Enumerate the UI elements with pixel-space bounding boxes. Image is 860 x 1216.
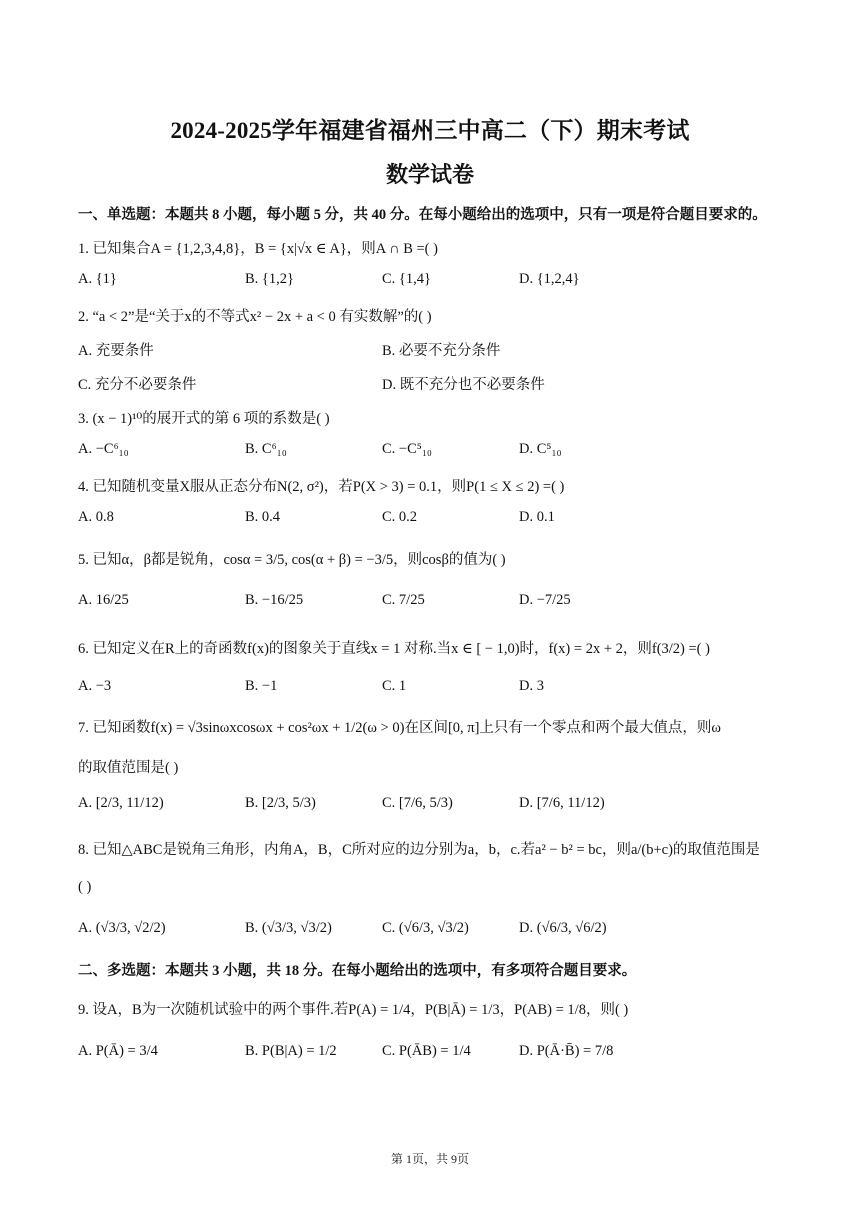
section-heading-multiple-choice: 二、多选题：本题共 3 小题，共 18 分。在每小题给出的选项中，有多项符合题目要求。 [78, 963, 637, 979]
option-d: D. C⁵₁₀ [519, 441, 562, 457]
question-7-stem-continued: 的取值范围是( ) [78, 760, 179, 776]
option-d: D. 3 [519, 678, 544, 694]
question-8-options [78, 920, 798, 942]
question-4-stem: 4. 已知随机变量X服从正态分布N(2, σ²)，若P(X > 3) = 0.1，则P(1 ≤ X ≤ 2) =( ) [78, 479, 565, 495]
option-c: C. 充分不必要条件 [78, 377, 197, 393]
question-3-options [78, 441, 798, 463]
question-9-stem: 9. 设A，B为一次随机试验中的两个事件.若P(A) = 1/4，P(B|Ā) = 1/3，P(AB) = 1/8，则( ) [78, 1002, 629, 1018]
option-a: A. 0.8 [78, 509, 114, 525]
option-d: D. [7/6, 11/12) [519, 795, 605, 811]
option-b: B. C⁶₁₀ [245, 441, 287, 457]
question-9-options [78, 1043, 798, 1065]
option-d: D. (√6/3, √6/2) [519, 920, 607, 936]
question-8-stem-continued: ( ) [78, 879, 92, 895]
option-a: A. (√3/3, √2/2) [78, 920, 166, 936]
option-a: A. P(Ā) = 3/4 [78, 1043, 158, 1059]
option-b: B. [2/3, 5/3) [245, 795, 316, 811]
question-7-stem: 7. 已知函数f(x) = √3sinωxcosωx + cos²ωx + 1/2(ω > 0)在区间[0, π]上只有一个零点和两个最大值点，则ω [78, 720, 721, 736]
question-6-options [78, 678, 798, 700]
option-c: C. [7/6, 5/3) [382, 795, 453, 811]
question-2-stem: 2. “a < 2”是“关于x的不等式x² − 2x + a < 0 有实数解”的( ) [78, 309, 432, 325]
option-c: C. 0.2 [382, 509, 418, 525]
option-c: C. P(ĀB) = 1/4 [382, 1043, 471, 1059]
option-a: A. [2/3, 11/12) [78, 795, 164, 811]
option-d: D. 0.1 [519, 509, 555, 525]
option-b: B. {1,2} [245, 271, 294, 287]
option-d: D. P(Ā·B̄) = 7/8 [519, 1043, 614, 1059]
question-3-stem: 3. (x − 1)¹⁰的展开式的第 6 项的系数是( ) [78, 411, 330, 427]
option-b: B. −16/25 [245, 592, 304, 608]
option-b: B. 必要不充分条件 [382, 343, 501, 359]
option-c: C. {1,4} [382, 271, 431, 287]
question-8-stem: 8. 已知△ABC是锐角三角形，内角A，B，C所对应的边分别为a，b，c.若a² − b² = bc，则a/(b+c)的取值范围是 [78, 842, 760, 858]
option-a: A. −3 [78, 678, 112, 694]
option-c: C. 1 [382, 678, 407, 694]
option-b: B. 0.4 [245, 509, 281, 525]
question-2-options-row-2 [78, 373, 798, 395]
option-b: B. −1 [245, 678, 278, 694]
option-c: C. 7/25 [382, 592, 425, 608]
option-d: D. 既不充分也不必要条件 [382, 377, 545, 393]
page-title: 2024-2025学年福建省福州三中高二（下）期末考试 [170, 118, 690, 143]
section-heading-single-choice: 一、单选题：本题共 8 小题，每小题 5 分，共 40 分。在每小题给出的选项中，只有一项是符合题目要求的。 [78, 207, 767, 223]
option-b: B. P(B|A) = 1/2 [245, 1043, 337, 1059]
question-5-stem: 5. 已知α，β都是锐角，cosα = 3/5, cos(α + β) = −3/5，则cosβ的值为( ) [78, 552, 506, 568]
question-1-options [78, 271, 798, 293]
question-4-options [78, 509, 798, 531]
option-c: C. −C⁵₁₀ [382, 441, 432, 457]
question-7-options [78, 795, 798, 817]
question-2-options-row-1 [78, 339, 798, 361]
question-6-stem: 6. 已知定义在R上的奇函数f(x)的图象关于直线x = 1 对称.当x ∈ [ − 1,0)时，f(x) = 2x + 2，则f(3/2) =( ) [78, 641, 710, 657]
option-a: A. {1} [78, 271, 117, 287]
option-b: B. (√3/3, √3/2) [245, 920, 332, 936]
page-subtitle: 数学试卷 [385, 162, 474, 187]
question-5-options [78, 592, 798, 614]
page-footer: 第 1页，共 9页 [390, 1152, 469, 1166]
option-a: A. 充要条件 [78, 343, 154, 359]
option-a: A. −C⁶₁₀ [78, 441, 129, 457]
option-a: A. 16/25 [78, 592, 129, 608]
option-d: D. −7/25 [519, 592, 571, 608]
question-1-stem: 1. 已知集合A = {1,2,3,4,8}，B = {x|√x ∈ A}，则A ∩ B =( ) [78, 241, 438, 257]
option-d: D. {1,2,4} [519, 271, 580, 287]
option-c: C. (√6/3, √3/2) [382, 920, 469, 936]
